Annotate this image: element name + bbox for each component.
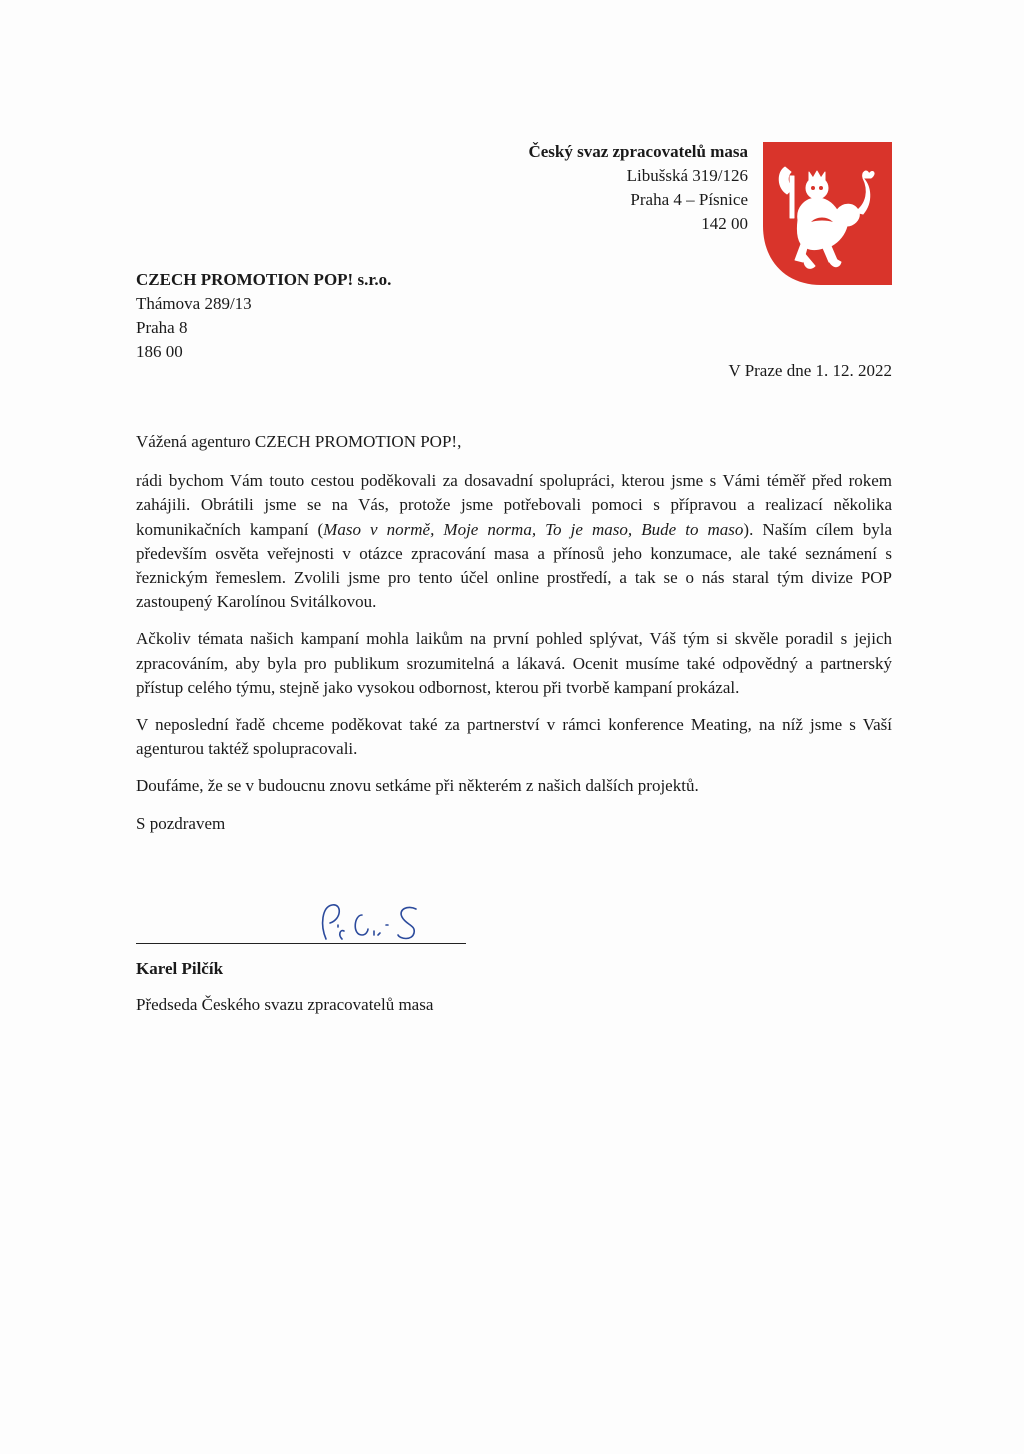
letter-date: V Praze dne 1. 12. 2022 [728,361,892,380]
recipient-city: Praha 8 [136,318,188,337]
campaign-names: Maso v normě, Moje norma, To je maso, Bude to maso [323,519,744,539]
signature-area [136,895,466,947]
paragraph-4: Doufáme, že se v budoucnu znovu setkáme při některém z našich dalších projektů. [136,776,699,796]
paragraph-3: V neposlední řadě chceme poděkovat také za partnerství v rámci konference Meating, na níž jsme s Vaší agenturou taktéž spolupracovali. [136,715,892,759]
recipient-name: CZECH PROMOTION POP! s.r.o. [136,270,392,289]
sender-street: Libušská 319/126 [626,166,748,185]
sender-address [528,140,748,236]
sender-zip: 142 00 [701,214,748,233]
signer-name: Karel Pilčík [136,959,224,978]
sender-city: Praha 4 – Písnice [630,190,748,209]
recipient-street: Thámova 289/13 [136,294,252,313]
handwritten-signature [312,895,432,947]
signer-title: Předseda Českého svazu zpracovatelů masa [136,995,434,1014]
paragraph-1-end: ). Naším cílem byla především osvěta veřejnosti v otázce zpracování masa a přínosů jeho konzumace, ale také seznámení s řeznickým řemeslem. Zvolili jsme pro tento účel online prostředí, a tak se o nás staral tým divize POP zastoupený Karolínou Svitálkovou. [136,519,892,612]
recipient-address [136,268,391,364]
recipient-zip: 186 00 [136,342,183,361]
paragraph-1-start: rádi bychom Vám touto cestou poděkovali za dosavadní spolupráci, kterou jsme s Vámi téměř před rokem zahájili. Obrátili jsme se na Vás, protože jsme potřebovali pomoci s přípravou a realizací několika komunikačních kampaní ( [136,471,892,539]
signer-block [136,957,433,1017]
czech-lion-shield-icon [763,142,892,285]
letter-body [136,430,892,849]
signature-line [136,943,466,944]
salutation: Vážená agenturo CZECH PROMOTION POP!, [136,432,462,451]
paragraph-2: Ačkoliv témata našich kampaní mohla laikům na první pohled splývat, Váš tým si skvěle poradil s jejich zpracováním, aby byla pro publikum srozumitelná a lákavá. Ocenit musíme také odpovědný a partnerský přístup celého týmu, stejně jako vysokou odbornost, kterou při tvorbě kampaní prokázal. [136,629,892,697]
paragraph-1 [136,469,892,614]
sender-name: Český svaz zpracovatelů masa [528,142,748,161]
closing: S pozdravem [136,813,226,833]
